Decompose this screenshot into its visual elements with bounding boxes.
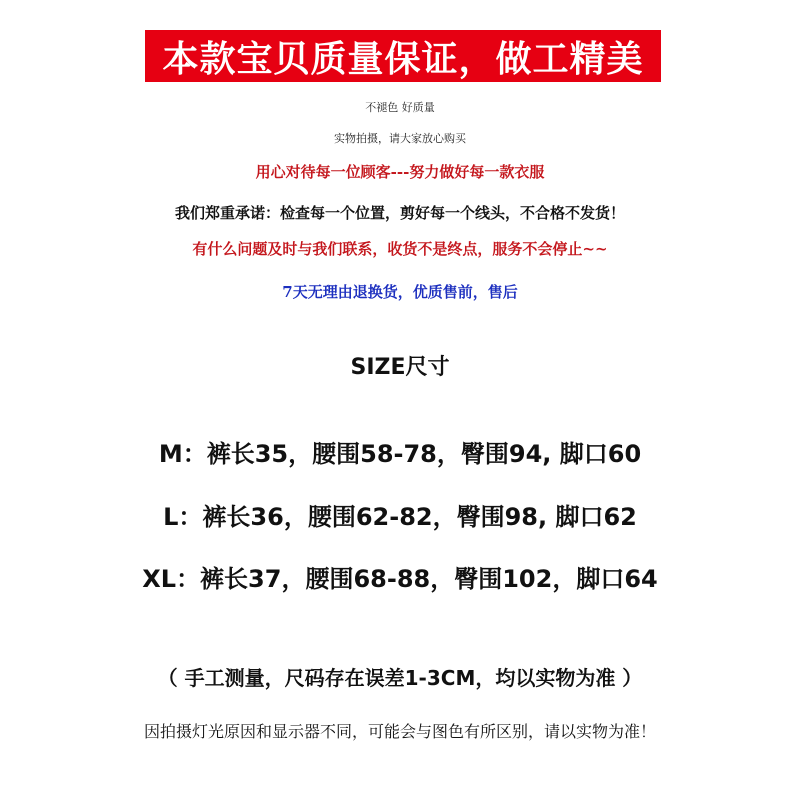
promise-line-service: 有什么问题及时与我们联系，收货不是终点，服务不会停止~~ [192,240,608,258]
promise-line-commitment: 我们郑重承诺：检查每一个位置，剪好每一个线头，不合格不发货！ [174,204,625,222]
color-disclaimer: 因拍摄灯光原因和显示器不同，可能会与图色有所区别，请以实物为准！ [143,722,656,741]
size-row-xl: XL：裤长37，腰围68-88，臀围102，脚口64 [142,565,658,593]
quality-banner [145,30,661,82]
promise-line-care: 用心对待每一位顾客---努力做好每一款衣服 [255,163,545,181]
note-no-fade: 不褪色 好质量 [365,101,435,114]
promise-line-returns: 7天无理由退换货，优质售前，售后 [282,283,518,301]
banner-title: 本款宝贝质量保证，做工精美 [162,38,644,80]
measurement-note: （ 手工测量，尺码存在误差1-3CM，均以实物为准 ） [157,666,643,690]
size-heading: SIZE尺寸 [350,355,450,380]
note-real-photo: 实物拍摄，请大家放心购买 [334,132,466,145]
size-row-l: L：裤长36，腰围62-82，臀围98, 脚口62 [163,503,637,531]
size-row-m: M：裤长35，腰围58-78，臀围94, 脚口60 [158,440,642,468]
